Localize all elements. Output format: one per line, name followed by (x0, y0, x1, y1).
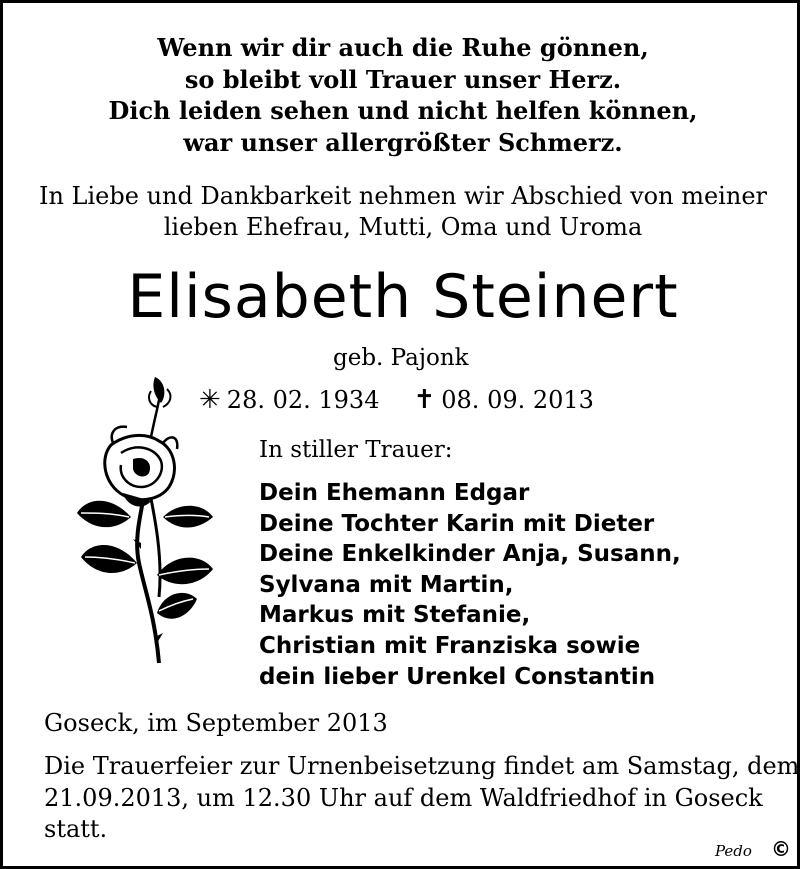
place-date: Goseck, im September 2013 (44, 709, 388, 737)
intro-text (3, 181, 800, 243)
service-line: statt. (44, 815, 108, 843)
mourner-line: dein lieber Urenkel Constantin (259, 663, 656, 690)
designer-credit: Pedo (715, 842, 752, 860)
mourner-line: Sylvana mit Martin, (259, 571, 514, 598)
mourner-line: Dein Ehemann Edgar (259, 480, 530, 506)
copyright-icon: © (771, 837, 791, 861)
birth-date: 28. 02. 1934 (226, 386, 380, 414)
intro-line: lieben Ehefrau, Mutti, Oma und Uroma (163, 213, 643, 241)
service-line: Die Trauerfeier zur Urnenbeisetzung findet am Samstag, dem (44, 752, 800, 780)
service-line: 21.09.2013, um 12.30 Uhr auf dem Waldfriedhof in Goseck (44, 783, 763, 812)
poem-line: so bleibt voll Trauer unser Herz. (184, 64, 622, 94)
poem-line: Wenn wir dir auch die Ruhe gönnen, (157, 33, 649, 62)
mourners-list (259, 478, 681, 692)
mourners-heading: In stiller Trauer: (259, 437, 453, 463)
mourner-line: Markus mit Stefanie, (259, 602, 531, 629)
poem (3, 32, 800, 158)
death-date: 08. 09. 2013 (441, 386, 594, 414)
death-cross-icon: ✝ (413, 385, 436, 415)
birth-star-icon: ✳ (199, 385, 221, 415)
poem-line: Dich leiden sehen und nicht helfen können, (108, 96, 698, 125)
service-info (44, 751, 800, 846)
maiden-name: geb. Pajonk (333, 345, 469, 371)
mourner-line: Deine Enkelkinder Anja, Susann, (259, 541, 681, 568)
life-dates (199, 384, 594, 416)
mourner-line: Deine Tochter Karin mit Dieter (259, 510, 655, 537)
intro-line: In Liebe und Dankbarkeit nehmen wir Abschied von meiner (38, 182, 767, 210)
poem-line: war unser allergrößter Schmerz. (183, 127, 623, 157)
rose-icon (51, 367, 226, 667)
mourner-line: Christian mit Franziska sowie (259, 632, 641, 659)
deceased-name: Elisabeth Steinert (127, 262, 679, 332)
